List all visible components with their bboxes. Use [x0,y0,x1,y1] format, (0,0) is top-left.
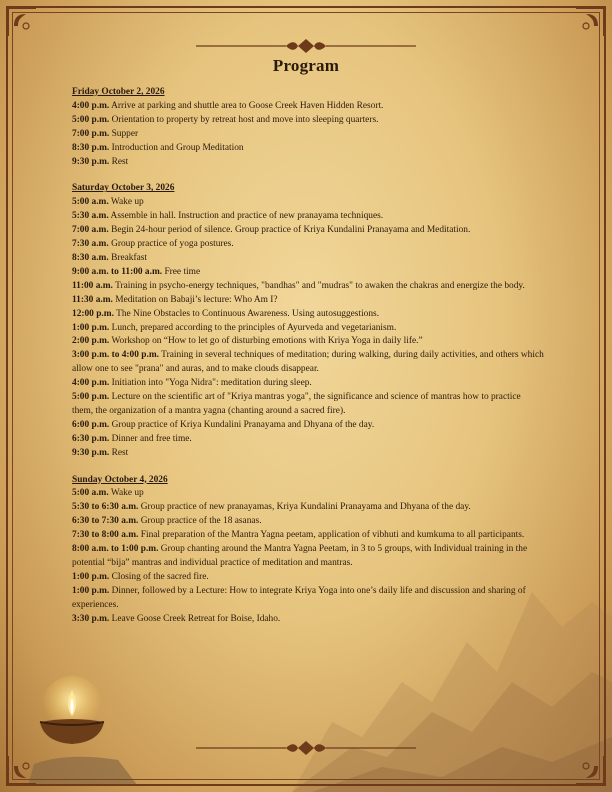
schedule-entry [72,308,544,322]
entry-text: Breakfast [111,252,147,263]
schedule-entry [72,100,544,114]
day-heading: Friday October 2, 2026 [72,87,165,97]
entry-time: 9:30 p.m. [72,447,110,458]
entry-time: 1:00 p.m. [72,322,110,333]
day-saturday [72,182,544,460]
entry-text: Closing of the sacred fire. [111,571,209,582]
schedule-entry [72,114,544,128]
entry-time: 8:00 a.m. to 1:00 p.m. [72,544,159,555]
entry-time: 6:30 to 7:30 a.m. [72,516,139,527]
corner-ornament-icon [572,6,606,40]
schedule-entry [72,571,544,585]
entry-text: Final preparation of the Mantra Yagna peetam, application of vibhuti and kumkuma to all participants. [140,530,525,541]
entry-text: Free time [164,266,201,277]
entry-text: Orientation to property by retreat host and move into sleeping quarters. [111,114,379,125]
entry-time: 5:00 a.m. [72,488,109,499]
schedule-entry [72,433,544,447]
entry-time: 3:00 p.m. to 4:00 p.m. [72,350,159,361]
entry-text: Initiation into "Yoga Nidra": meditation during sleep. [111,378,312,389]
entry-time: 8:30 a.m. [72,252,109,263]
entry-text: Group practice of Kriya Kundalini Pranayama and Dhyana of the day. [111,419,375,430]
entry-text: Group chanting around the Mantra Yagna Peetam, in 3 to 5 groups, with Individual training in the potential “bija” mantras and individual practice of meditation and mantras. [72,544,528,568]
entry-text: Lunch, prepared according to the principles of Ayurveda and vegetarianism. [111,322,397,333]
entry-time: 8:30 p.m. [72,142,110,153]
entry-text: Group practice of new pranayamas, Kriya Kundalini Pranayama and Dhyana of the day. [140,502,471,513]
schedule-entry [72,377,544,391]
entry-time: 11:00 a.m. [72,280,113,291]
schedule-entry [72,210,544,224]
day-heading: Saturday October 3, 2026 [72,183,175,194]
entry-time: 5:00 a.m. [72,197,109,208]
schedule-entry [72,501,544,515]
corner-ornament-icon [572,752,606,786]
entry-time: 9:00 a.m. to 11:00 a.m. [72,266,163,277]
schedule-entry [72,487,544,501]
schedule-entry [72,224,544,238]
entry-time: 4:00 p.m. [72,100,110,111]
schedule-entry [72,294,544,308]
entry-text: Dinner and free time. [111,433,192,444]
entry-time: 7:30 a.m. [72,239,109,250]
schedule-entry [72,447,544,461]
schedule-entry [72,266,544,280]
entry-time: 7:30 to 8:00 a.m. [72,530,139,541]
entry-text: Rest [111,156,129,167]
schedule-entry [72,419,544,433]
entry-text: Introduction and Group Meditation [111,142,244,153]
entry-time: 5:30 to 6:30 a.m. [72,502,139,513]
schedule-content [72,86,544,640]
schedule-entry [72,280,544,294]
entry-time: 12:00 p.m. [72,308,114,319]
entry-time: 7:00 p.m. [72,128,110,139]
corner-ornament-icon [6,752,40,786]
entry-text: Begin 24-hour period of silence. Group practice of Kriya Kundalini Pranayama and Meditation. [111,225,471,236]
schedule-entry [72,349,544,377]
schedule-entry [72,196,544,210]
entry-text: Training in psycho-energy techniques, "bandhas" and "mudras" to awaken the chakras and energize the body. [115,280,525,291]
schedule-entry [72,156,544,170]
entry-time: 1:00 p.m. [72,585,110,596]
entry-text: Wake up [110,197,144,208]
entry-text: Lecture on the scientific art of "Kriya mantras yoga", the significance and science of mantras how to practice them, the organization of a mantra yagna (chanting around a sacred fire). [72,392,521,416]
entry-text: The Nine Obstacles to Continuous Awareness. Using autosuggestions. [116,308,380,319]
entry-time: 7:00 a.m. [72,225,109,236]
page-title: Program [272,56,340,75]
schedule-entry [72,335,544,349]
entry-text: Assemble in hall. Instruction and practice of new pranayama techniques. [110,211,384,222]
day-sunday [72,474,544,627]
entry-text: Group practice of the 18 asanas. [140,516,262,527]
schedule-entry [72,585,544,613]
entry-time: 6:00 p.m. [72,419,110,430]
corner-ornament-icon [6,6,40,40]
schedule-entry [72,529,544,543]
entry-text: Supper [111,128,139,139]
schedule-entry [72,128,544,142]
schedule-entry [72,543,544,571]
entry-text: Training in several techniques of meditation; during walking, during daily activities, and others which allow one to see "prana" and auras, and to make clouds disappear. [72,350,544,375]
entry-text: Leave Goose Creek Retreat for Boise, Idaho. [111,613,281,624]
entry-time: 2:00 p.m. [72,336,110,347]
entry-time: 5:00 p.m. [72,392,110,403]
schedule-entry [72,515,544,529]
schedule-entry [72,322,544,336]
entry-text: Arrive at parking and shuttle area to Goose Creek Haven Hidden Resort. [111,100,384,111]
entry-time: 9:30 p.m. [72,156,110,167]
schedule-entry [72,252,544,266]
entry-time: 1:00 p.m. [72,571,110,582]
entry-time: 6:30 p.m. [72,433,110,444]
day-friday [72,86,544,169]
entry-text: Workshop on “How to let go of disturbing emotions with Kriya Yoga in daily life.” [111,336,423,347]
schedule-entry [72,613,544,627]
entry-time: 3:30 p.m. [72,613,110,624]
flourish-divider-icon [196,38,416,54]
flourish-divider-icon [196,740,416,756]
entry-time: 11:30 a.m. [72,294,113,305]
entry-text: Wake up [110,488,144,499]
entry-text: Dinner, followed by a Lecture: How to integrate Kriya Yoga into one’s daily life and discussion and sharing of experiences. [72,585,526,610]
entry-text: Rest [111,447,129,458]
schedule-entry [72,142,544,156]
day-heading: Sunday October 4, 2026 [72,474,168,485]
schedule-entry [72,391,544,419]
schedule-entry [72,238,544,252]
entry-text: Meditation on Babaji’s lecture: Who Am I? [115,294,278,305]
entry-time: 5:00 p.m. [72,114,110,125]
entry-time: 5:30 a.m. [72,211,109,222]
entry-time: 4:00 p.m. [72,378,110,389]
entry-text: Group practice of yoga postures. [111,239,234,250]
